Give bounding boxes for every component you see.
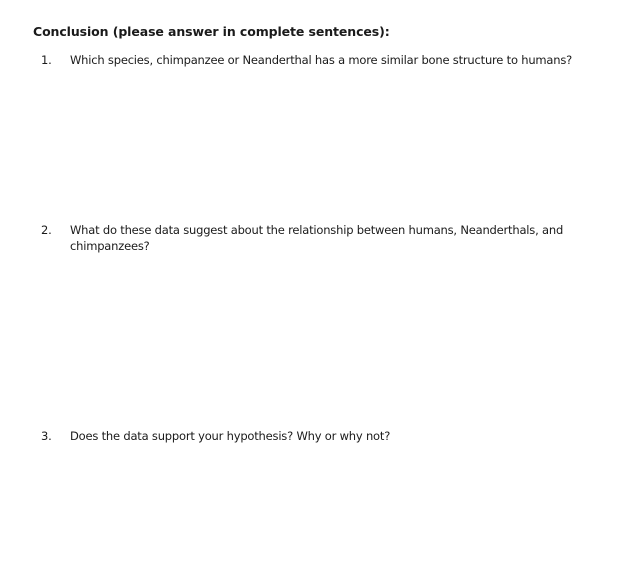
question-number: 1. xyxy=(41,53,52,67)
question-item xyxy=(41,52,601,68)
question-text: Does the data support your hypothesis? Why or why not? xyxy=(70,429,391,443)
question-number: 2. xyxy=(41,223,52,237)
conclusion-heading: Conclusion (please answer in complete sentences): xyxy=(33,24,390,39)
question-item xyxy=(41,428,601,444)
question-text: What do these data suggest about the relationship between humans, Neanderthals, and chimpanzees? xyxy=(70,223,564,253)
question-item xyxy=(41,222,601,254)
question-text: Which species, chimpanzee or Neanderthal has a more similar bone structure to humans? xyxy=(70,53,573,67)
question-number: 3. xyxy=(41,429,52,443)
